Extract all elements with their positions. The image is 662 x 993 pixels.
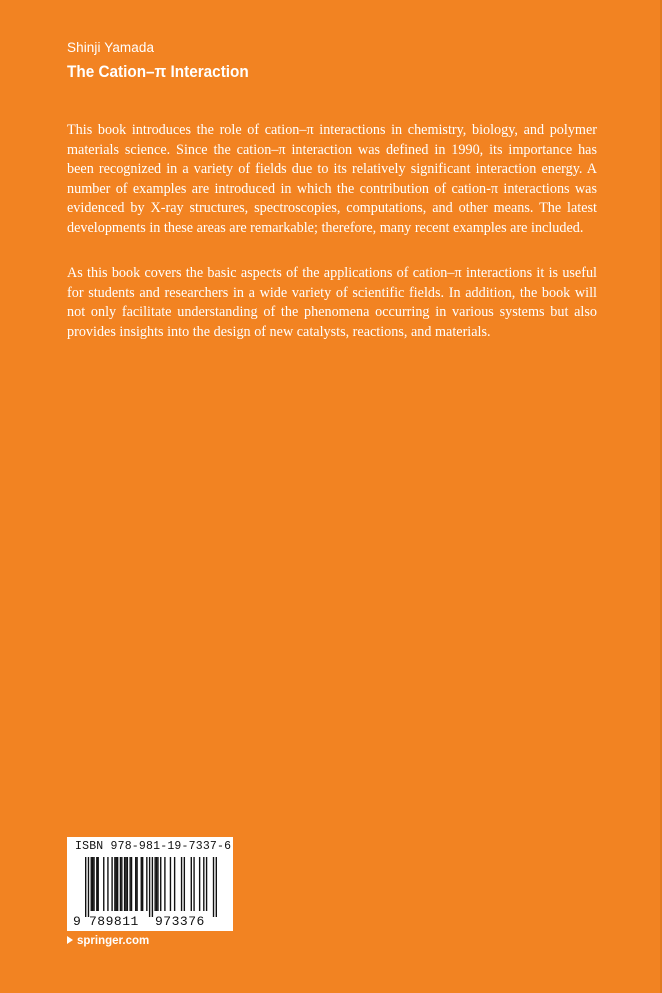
- barcode-bar: [216, 857, 217, 917]
- isbn-label: ISBN 978-981-19-7337-6: [75, 840, 232, 853]
- barcode-bar: [121, 857, 122, 911]
- barcode-bar: [157, 857, 158, 911]
- publisher-link[interactable]: [67, 935, 149, 947]
- barcode-bar: [135, 857, 136, 911]
- barcode-bar: [199, 857, 200, 911]
- barcode-bar: [136, 857, 137, 911]
- barcode-bar: [203, 857, 204, 911]
- book-title: The Cation–π Interaction: [67, 62, 249, 81]
- barcode-bar: [142, 857, 143, 911]
- barcode-bar: [149, 857, 150, 917]
- barcode-bar: [141, 857, 142, 911]
- barcode-bar: [120, 857, 121, 911]
- isbn-barcode: [67, 837, 233, 931]
- blurb-paragraph-1: This book introduces the role of cation–π interactions in chemistry, biology, and polymer materials science. Since the cation–π interaction was defined in 1990, its importance has been recognized in a variety of fields due to its relatively significant interaction energy. A number of examples are introduced in which the contribution of cation-π interactions was evidenced by X-ray structures, spectroscopies, computations, and other means. The latest developments in these areas are remarkable; therefore, many recent examples are included.: [67, 122, 597, 236]
- barcode-bar: [213, 857, 214, 917]
- barcode-bar: [206, 857, 207, 911]
- barcode-bar: [193, 857, 194, 911]
- barcode-bar: [125, 857, 126, 911]
- barcode-bar: [156, 857, 157, 911]
- author-name: Shinji Yamada: [67, 40, 155, 55]
- barcode-bar: [93, 857, 94, 911]
- barcode-bar: [164, 857, 165, 911]
- blurb-paragraph-2: As this book covers the basic aspects of the applications of cation–π interactions it is useful for students and researchers in a wide variety of scientific fields. In addition, the book will not only facilitate understanding of the phenomena occurring in various systems but also provides insights into the design of new catalysts, reactions, and materials.: [67, 265, 597, 340]
- barcode-bar: [170, 857, 171, 911]
- barcode-bar: [91, 857, 92, 911]
- barcode-bar: [111, 857, 112, 911]
- barcode-bar: [154, 857, 155, 911]
- barcode-digit-group-1: 789811: [89, 914, 139, 929]
- barcode-bar: [103, 857, 104, 911]
- barcode-bar: [98, 857, 99, 911]
- barcode-bar: [146, 857, 147, 911]
- barcode-lead-digit: 9: [73, 914, 82, 929]
- barcode-bar: [114, 857, 115, 911]
- barcode-bar: [181, 857, 182, 911]
- barcode-bar: [191, 857, 192, 911]
- barcode-bar: [85, 857, 86, 917]
- barcode-bar: [129, 857, 130, 911]
- barcode-bar: [184, 857, 185, 911]
- barcode-digit-group-2: 973376: [155, 914, 205, 929]
- barcode-bars: [85, 857, 217, 917]
- barcode-bar: [174, 857, 175, 911]
- barcode-bar: [88, 857, 89, 917]
- barcode-bar: [131, 857, 132, 911]
- barcode-bar: [92, 857, 93, 911]
- arrow-right-icon: [67, 936, 73, 944]
- publisher-link-text: springer.com: [77, 935, 150, 947]
- barcode-bar: [127, 857, 128, 911]
- barcode-bar: [116, 857, 117, 911]
- barcode-bar: [107, 857, 108, 911]
- barcode-bar: [160, 857, 161, 911]
- barcode-bar: [117, 857, 118, 911]
- barcode-bar: [96, 857, 97, 911]
- barcode-bar: [152, 857, 153, 917]
- barcode-bar: [124, 857, 125, 911]
